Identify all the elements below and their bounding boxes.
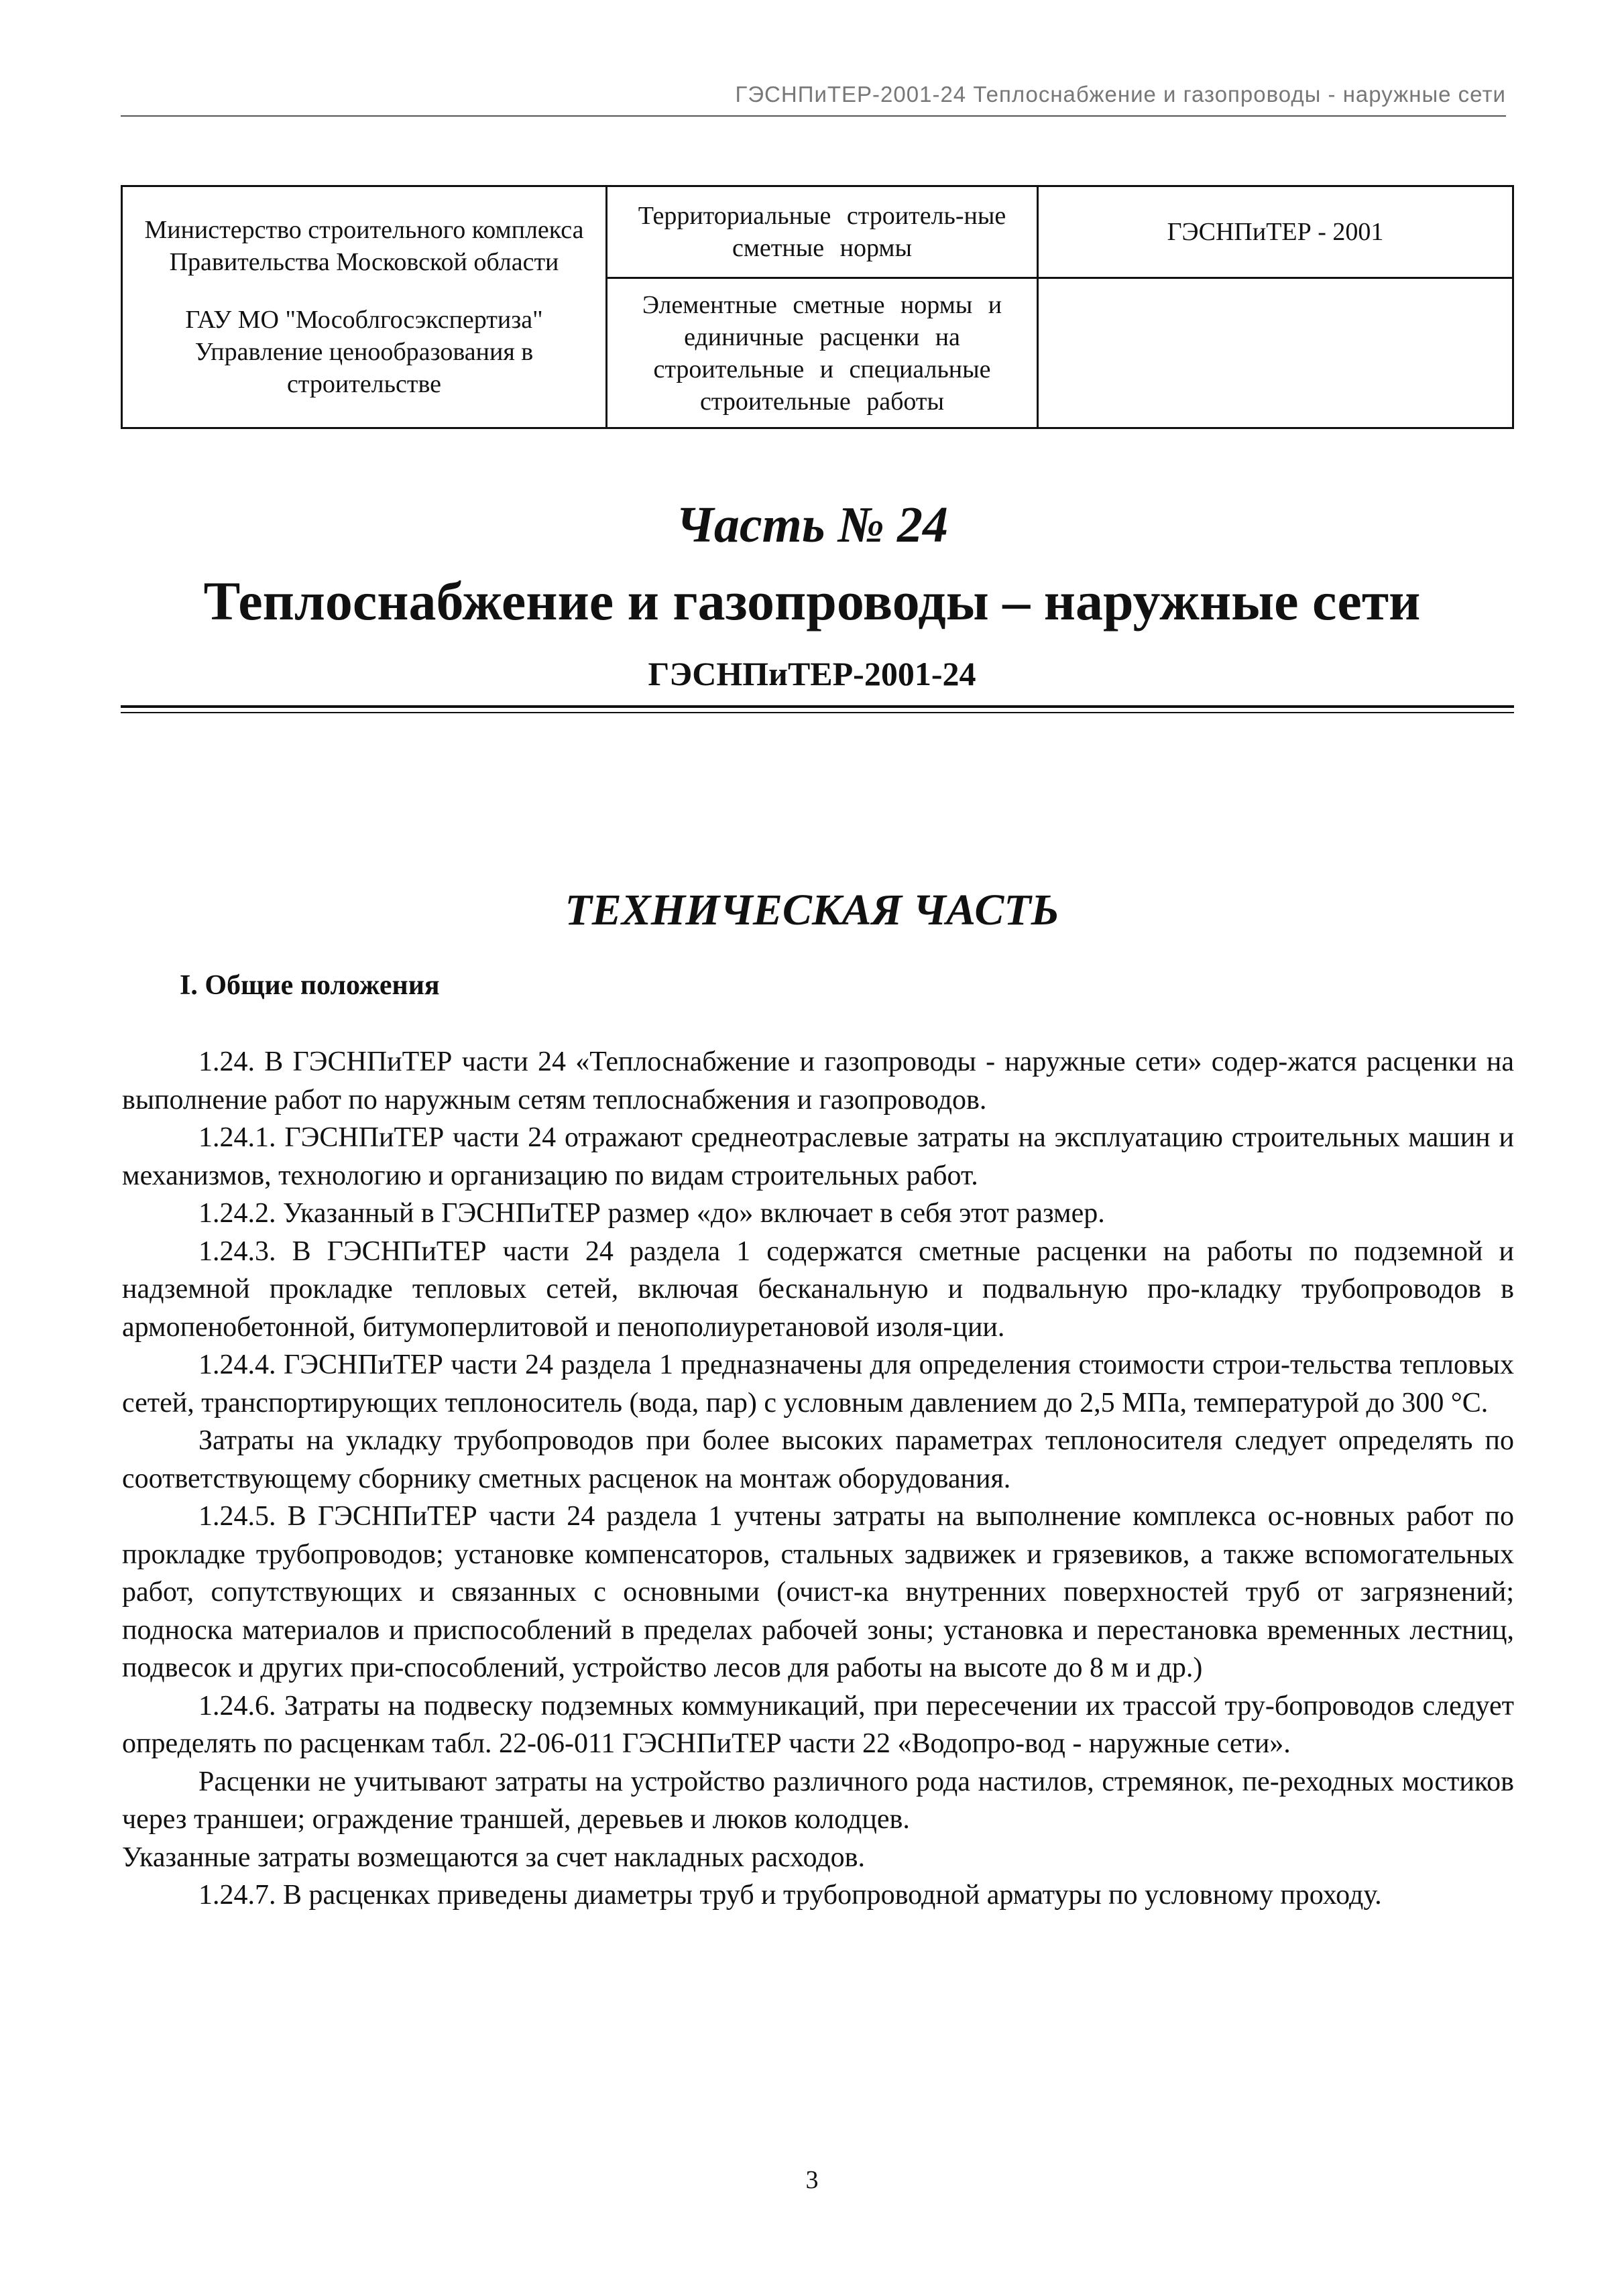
running-header: ГЭСНПиТЕР-2001-24 Теплоснабжение и газопроводы - наружные сети [735, 82, 1506, 107]
section-heading: I. Общие положения [180, 970, 440, 1001]
pricing-department-name: ГАУ МО "Мособлгосэкспертиза" Управление ценообразования в строительстве [185, 306, 543, 398]
body-text [122, 1043, 1514, 1915]
paragraph-1-24-5: 1.24.5. В ГЭСНПиТЕР части 24 раздела 1 учтены затраты на выполнение комплекса ос-новных работ по прокладке трубопроводов; установке компенсаторов, стальных задвижек и грязевиков, а также вспомогательных работ, сопутствующих и связанных с основными (очист-ка внутренних поверхностей труб от загрязнений; подноска материалов и приспособлений в пределах рабочей зоны; установка и перестановка временных лестниц, подвесок и других при-способлений, устройство лесов для работы на высоте до 8 м и др.) [122, 1501, 1514, 1683]
norms-description-cell [607, 278, 1038, 428]
paragraph-1-24-1: 1.24.1. ГЭСНПиТЕР части 24 отражают среднеотраслевые затраты на эксплуатацию строительных машин и механизмов, технологию и организацию по видам строительных работ. [122, 1122, 1514, 1191]
paragraph-1-24: 1.24. В ГЭСНПиТЕР части 24 «Теплоснабжение и газопроводы - наружные сети» содер-жатся расценки на выполнение работ по наружным сетям теплоснабжения и газопроводов. [122, 1046, 1514, 1115]
paragraph-1-24-6: 1.24.6. Затраты на подвеску подземных коммуникаций, при пересечении их трассой тру-бопроводов следует определять по расценкам табл. 22-06-011 ГЭСНПиТЕР части 22 «Водопро-вод - наружные сети». [122, 1690, 1514, 1759]
paragraph-not-included-costs: Расценки не учитывают затраты на устройство различного рода настилов, стремянок, пе-реходных мостиков через траншеи; ограждение траншей, деревьев и люков колодцев. [122, 1766, 1514, 1835]
document-code-text: ГЭСНПиТЕР - 2001 [1167, 218, 1384, 246]
empty-table-cell [1038, 278, 1513, 428]
paragraph-high-parameters: Затраты на укладку трубопроводов при более высоких параметрах теплоносителя следует определять по соответствующему сборнику сметных расценок на монтаж оборудования. [122, 1425, 1514, 1494]
technical-part-title: ТЕХНИЧЕСКАЯ ЧАСТЬ [565, 886, 1059, 934]
paragraph-1-24-7: 1.24.7. В расценках приведены диаметры труб и трубопроводной арматуры по условному проходу. [198, 1880, 1382, 1911]
document-code-title: ГЭСНПиТЕР-2001-24 [648, 655, 976, 692]
norms-description-text: Элементные сметные нормы и единичные расценки на строительные и специальные строительные работы [642, 290, 1002, 416]
document-header-table [121, 185, 1514, 429]
main-title: Теплоснабжение и газопроводы – наружные сети [203, 570, 1421, 631]
header-rule [121, 115, 1506, 117]
page-number: 3 [805, 2166, 819, 2194]
title-rule-thick [121, 705, 1514, 708]
issuing-organizations-cell [122, 186, 607, 428]
norms-type-text: Территориальные строитель-ные сметные нормы [638, 202, 1006, 262]
ministry-name: Министерство строительного комплекса Правительства Московской области [144, 216, 584, 276]
paragraph-1-24-2: 1.24.2. Указанный в ГЭСНПиТЕР размер «до» включает в себя этот размер. [198, 1198, 1105, 1229]
paragraph-overhead-note: Указанные затраты возмещаются за счет накладных расходов. [122, 1841, 865, 1873]
document-code-cell [1038, 186, 1513, 278]
norms-type-cell [607, 186, 1038, 278]
title-rule-thin [121, 712, 1514, 713]
paragraph-1-24-4: 1.24.4. ГЭСНПиТЕР части 24 раздела 1 предназначены для определения стоимости строи-тельства тепловых сетей, транспортирующих теплоноситель (вода, пар) с условным давлением до 2,5 МПа, температурой до 300 °С. [122, 1349, 1514, 1418]
paragraph-1-24-3: 1.24.3. В ГЭСНПиТЕР части 24 раздела 1 содержатся сметные расценки на работы по подземной и надземной прокладке тепловых сетей, включая бесканальную и подвальную про-кладку трубопроводов в армопенобетонной, битумоперлитовой и пенополиуретановой изоля-ции. [122, 1235, 1514, 1343]
part-title: Часть № 24 [676, 497, 948, 553]
